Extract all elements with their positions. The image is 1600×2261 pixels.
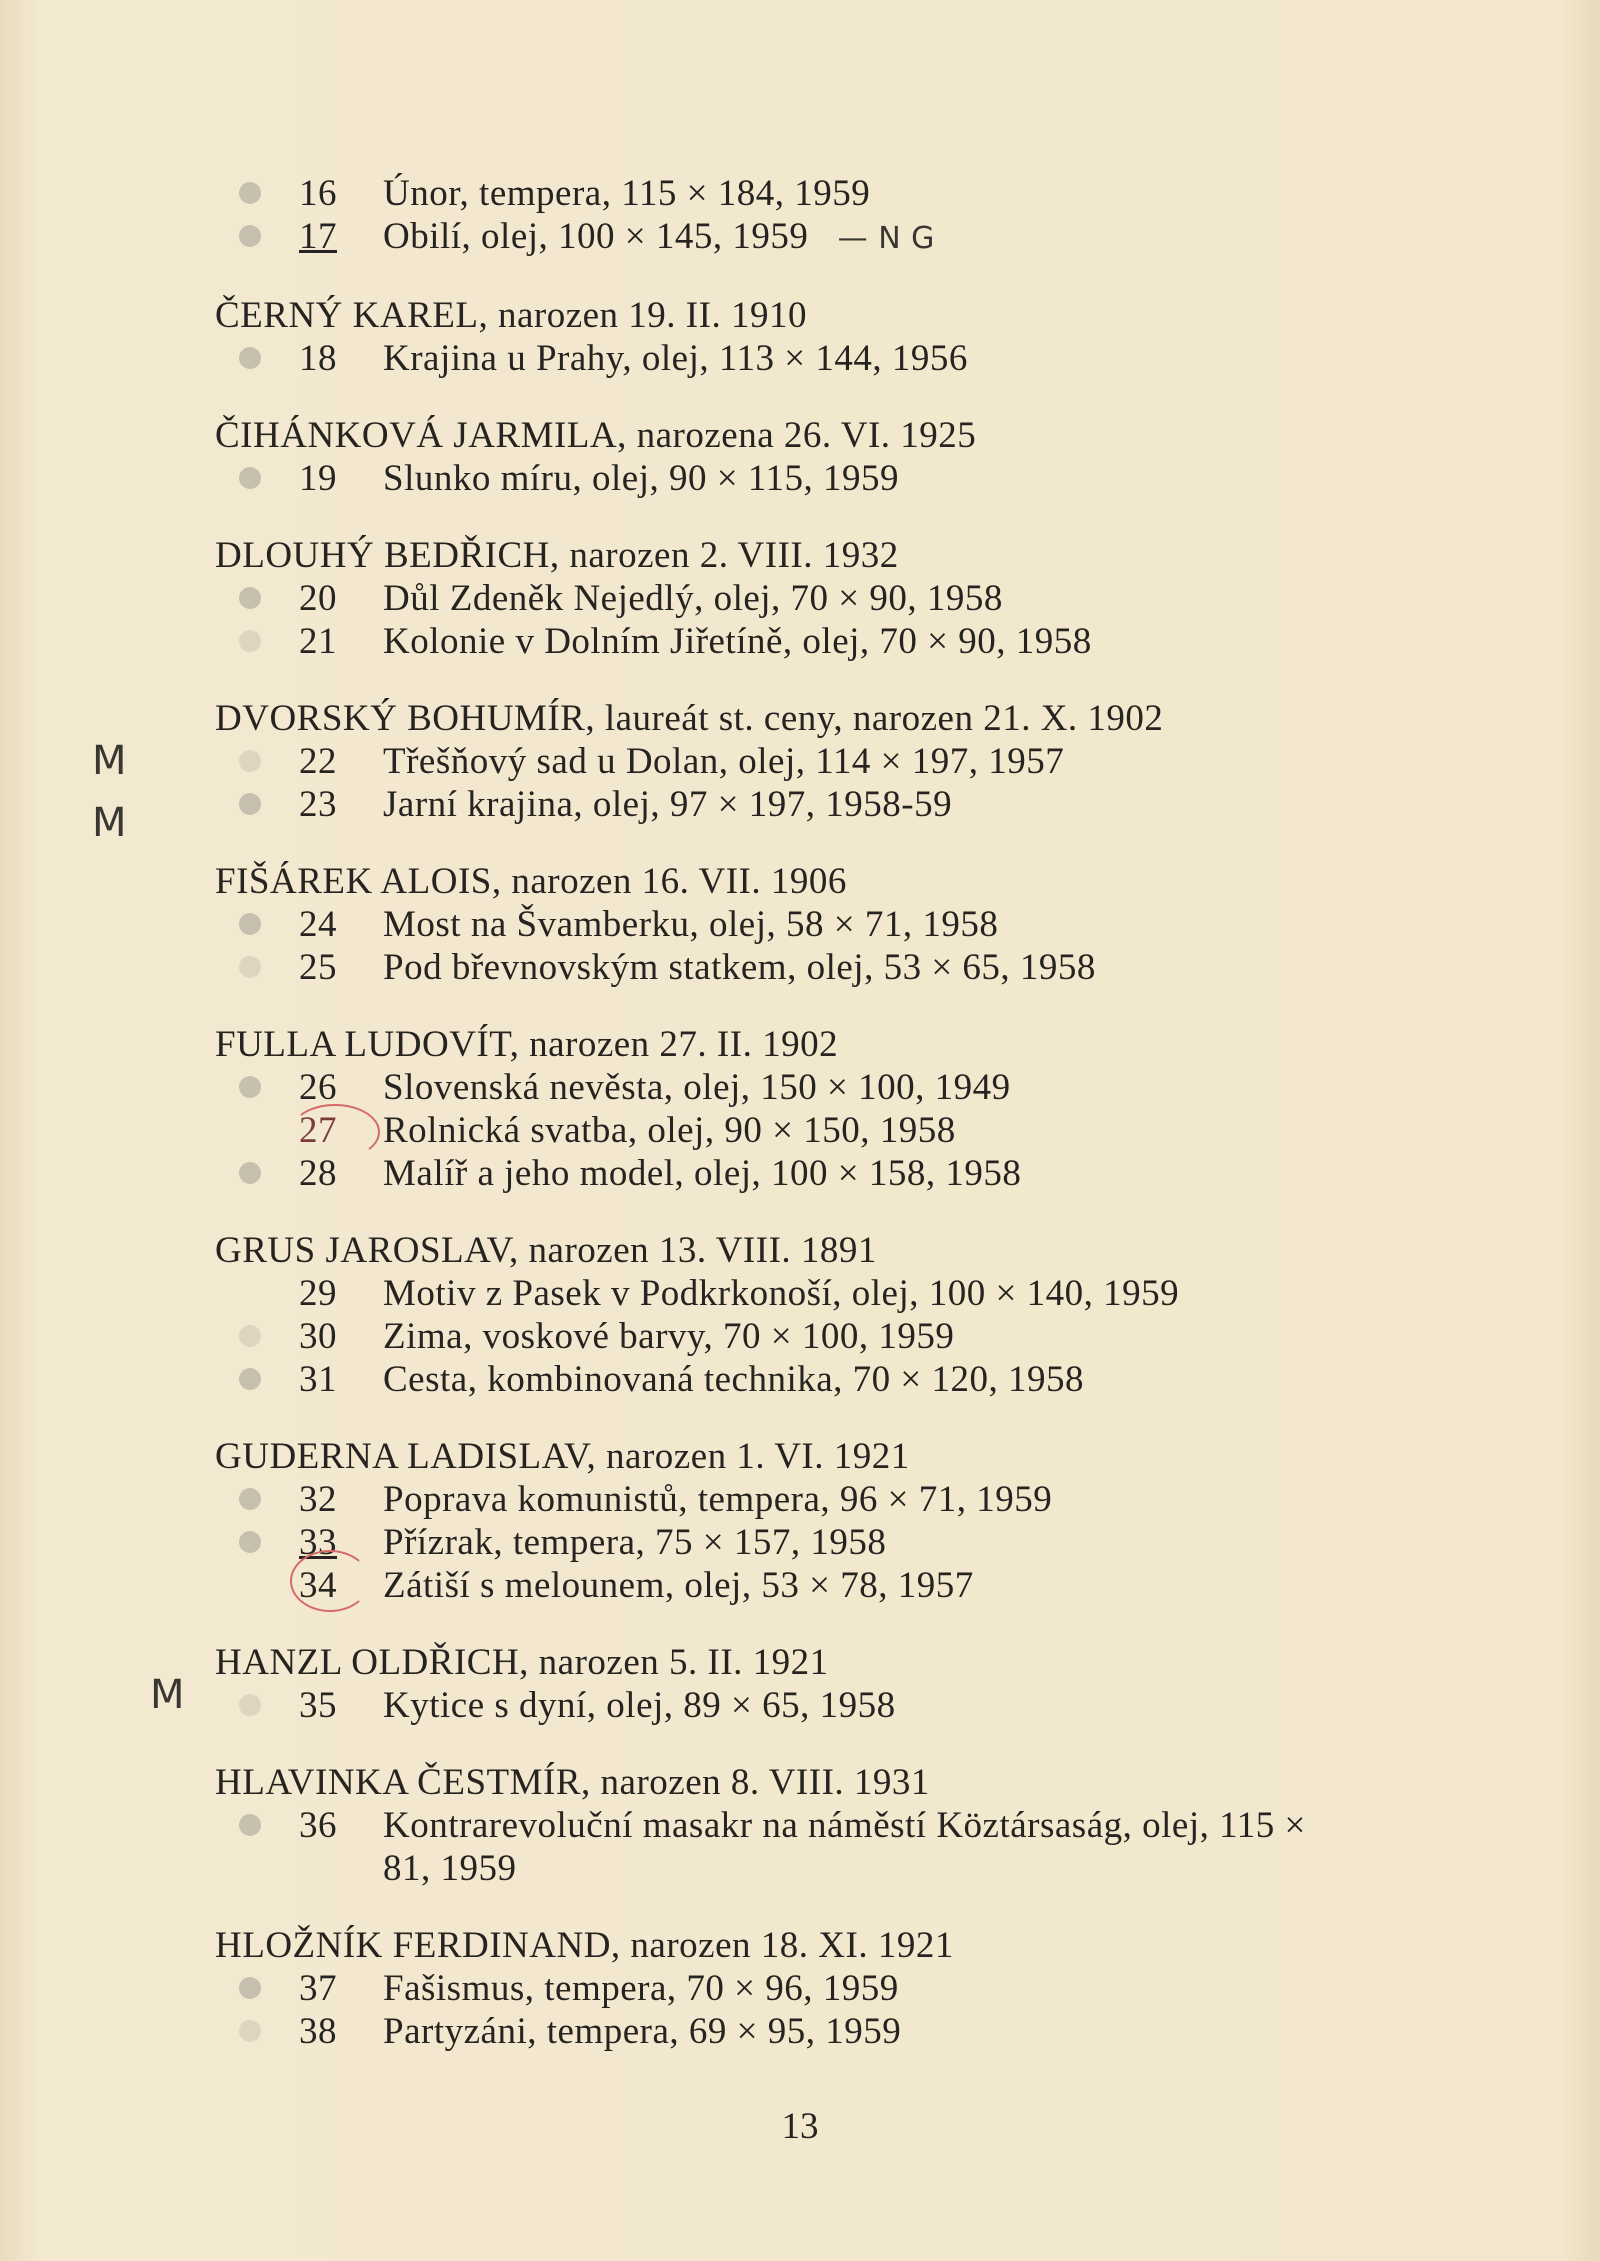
work-title: Slovenská nevěsta, olej, 150 × 100, 1949 [383,1067,1011,1108]
artist-name: GUDERNA LADISLAV, narozen 1. VI. 1921 [215,1436,910,1477]
continued-works [215,172,1385,260]
artist-name: ČIHÁNKOVÁ JARMILA, narozena 26. VI. 1925 [215,415,977,456]
artist-block [215,1229,1385,1401]
work-number: 17 [299,216,337,257]
stamp-mark [239,587,261,609]
work-entry [215,172,1385,215]
red-circle-mark [290,1104,380,1160]
work-entry [215,577,1385,620]
work-title: Cesta, kombinovaná technika, 70 × 120, 1958 [383,1359,1085,1400]
stamp-mark [239,956,261,978]
stamp-mark [239,467,261,489]
work-title: Motiv z Pasek v Podkrkonoší, olej, 100 × 140, 1959 [383,1273,1180,1314]
margin-note: M [92,738,127,784]
work-title: Kontrarevoluční masakr na náměstí Köztársaság, olej, 115 × 81, 1959 [383,1805,1306,1889]
work-number: 38 [299,2011,337,2052]
work-number: 34 [299,1565,337,1606]
work-entry [215,740,1385,783]
artist-block [215,1761,1385,1890]
stamp-mark [239,630,261,652]
work-number: 23 [299,784,337,825]
stamp-mark [239,913,261,935]
work-title: Rolnická svatba, olej, 90 × 150, 1958 [383,1110,956,1151]
margin-note: M [150,1672,185,1718]
artist-name: ČERNÝ KAREL, narozen 19. II. 1910 [215,295,807,336]
work-title: Únor, tempera, 115 × 184, 1959 [383,173,871,214]
artist-name: DVORSKÝ BOHUMÍR, laureát st. ceny, narozen 21. X. 1902 [215,698,1164,739]
artist-block [215,294,1385,380]
work-number: 35 [299,1685,337,1726]
work-title: Partyzáni, tempera, 69 × 95, 1959 [383,2011,902,2052]
artist-block [215,1641,1385,1727]
artist-block [215,414,1385,500]
stamp-mark [239,1488,261,1510]
work-title: Pod břevnovským statkem, olej, 53 × 65, 1958 [383,947,1096,988]
work-entry [215,1478,1385,1521]
work-number: 36 [299,1805,337,1846]
work-title: Krajina u Prahy, olej, 113 × 144, 1956 [383,338,968,379]
work-number: 37 [299,1968,337,2009]
work-entry [215,1066,1385,1109]
stamp-mark [239,347,261,369]
work-number: 22 [299,741,337,782]
work-number: 33 [299,1522,337,1563]
page-number: 13 [781,2106,819,2147]
margin-note: M [92,800,127,846]
work-entry [215,1109,1385,1152]
artist-block [215,1435,1385,1607]
stamp-mark [239,1076,261,1098]
stamp-mark [239,1162,261,1184]
work-entry [215,946,1385,989]
handwritten-annotation: — N G [837,221,935,256]
artist-name: FIŠÁREK ALOIS, narozen 16. VII. 1906 [215,861,847,902]
artist-block [215,534,1385,663]
work-entry [215,1564,1385,1607]
work-number: 27 [299,1110,337,1151]
work-entry [215,620,1385,663]
work-number: 24 [299,904,337,945]
stamp-mark [239,1325,261,1347]
work-title: Přízrak, tempera, 75 × 157, 1958 [383,1522,887,1563]
work-number: 21 [299,621,337,662]
work-entry [215,783,1385,826]
artist-name: HLOŽNÍK FERDINAND, narozen 18. XI. 1921 [215,1925,954,1966]
red-circle-mark [290,1550,370,1612]
work-number: 18 [299,338,337,379]
work-title [383,215,1385,260]
stamp-mark [239,225,261,247]
work-title: Zátiší s melounem, olej, 53 × 78, 1957 [383,1565,974,1606]
work-title: Fašismus, tempera, 70 × 96, 1959 [383,1968,899,2009]
artist-block [215,1924,1385,2053]
work-entry [215,1152,1385,1195]
stamp-mark [239,793,261,815]
stamp-mark [239,2020,261,2042]
work-number: 30 [299,1316,337,1357]
artist-name: DLOUHÝ BEDŘICH, narozen 2. VIII. 1932 [215,535,899,576]
work-title: Třešňový sad u Dolan, olej, 114 × 197, 1957 [383,741,1065,782]
work-entry [215,1684,1385,1727]
work-number: 26 [299,1067,337,1108]
work-title: Most na Švamberku, olej, 58 × 71, 1958 [383,904,999,945]
catalog-list [215,172,1385,2053]
artist-name: GRUS JAROSLAV, narozen 13. VIII. 1891 [215,1230,877,1271]
stamp-mark [239,1368,261,1390]
artist-block [215,697,1385,826]
work-title: Poprava komunistů, tempera, 96 × 71, 1959 [383,1479,1053,1520]
work-title: Důl Zdeněk Nejedlý, olej, 70 × 90, 1958 [383,578,1003,619]
stamp-mark [239,750,261,772]
work-entry [215,1272,1385,1315]
work-entry [215,457,1385,500]
stamp-mark [239,1814,261,1836]
artist-block [215,860,1385,989]
work-title: Malíř a jeho model, olej, 100 × 158, 1958 [383,1153,1022,1194]
work-entry [215,1804,1385,1890]
artist-name: FULLA LUDOVÍT, narozen 27. II. 1902 [215,1024,839,1065]
stamp-mark [239,182,261,204]
work-title: Slunko míru, olej, 90 × 115, 1959 [383,458,899,499]
work-entry [215,903,1385,946]
work-number: 20 [299,578,337,619]
work-title: Jarní krajina, olej, 97 × 197, 1958-59 [383,784,953,825]
work-entry [215,1315,1385,1358]
work-number: 19 [299,458,337,499]
work-number: 28 [299,1153,337,1194]
work-entry [215,215,1385,260]
work-entry [215,1967,1385,2010]
work-title-text: Obilí, olej, 100 × 145, 1959 [383,216,809,257]
work-entry [215,2010,1385,2053]
artist-name: HANZL OLDŘICH, narozen 5. II. 1921 [215,1642,829,1683]
artist-block [215,1023,1385,1195]
artist-name: HLAVINKA ČESTMÍR, narozen 8. VIII. 1931 [215,1762,930,1803]
work-number: 29 [299,1273,337,1314]
work-number: 31 [299,1359,337,1400]
work-entry [215,1521,1385,1564]
stamp-mark [239,1694,261,1716]
work-number: 25 [299,947,337,988]
stamp-mark [239,1977,261,1999]
work-number: 32 [299,1479,337,1520]
work-entry [215,1358,1385,1401]
work-entry [215,337,1385,380]
stamp-mark [239,1531,261,1553]
work-number: 16 [299,173,337,214]
work-title: Kytice s dyní, olej, 89 × 65, 1958 [383,1685,896,1726]
work-title: Zima, voskové barvy, 70 × 100, 1959 [383,1316,955,1357]
work-title: Kolonie v Dolním Jiřetíně, olej, 70 × 90, 1958 [383,621,1092,662]
